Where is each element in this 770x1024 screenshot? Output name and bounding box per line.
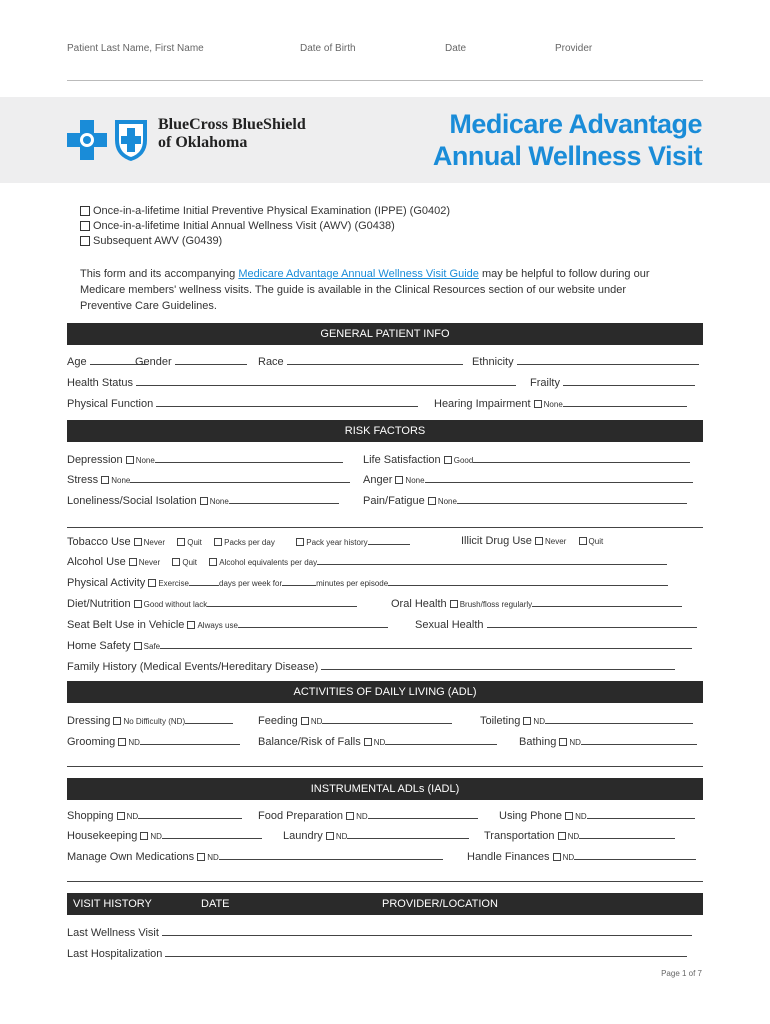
field-label: Handle Finances [467,851,550,863]
laundry-field[interactable] [283,829,469,842]
option-label: ND [567,832,580,841]
checkbox[interactable] [535,537,543,545]
race-field[interactable] [258,355,463,368]
option-label: ND [310,717,323,726]
field-label: Illicit Drug Use [461,535,532,547]
checkbox[interactable] [579,537,587,545]
physical-activity-field[interactable] [67,576,668,589]
field-label: Pain/Fatigue [363,495,425,507]
gender-field[interactable] [135,355,247,368]
option-label: None [437,497,457,506]
grooming-field[interactable] [67,735,240,748]
checkbox[interactable] [364,738,372,746]
family-history-field[interactable] [67,660,675,673]
page-number: Page 1 of 7 [661,969,702,978]
checkbox[interactable] [301,717,309,725]
guide-link[interactable]: Medicare Advantage Annual Wellness Visit Guide [238,268,479,280]
checkbox[interactable] [200,497,208,505]
option-label: Good [453,456,474,465]
visit-type-ippe[interactable] [80,205,450,217]
section-risk: RISK FACTORS [67,420,703,442]
field-label: Physical Function [67,398,154,410]
col-date: DATE [201,898,230,910]
option-label: None [135,456,155,465]
option-label: ND [335,832,348,841]
checkbox[interactable] [134,600,142,608]
field-label: Last Hospitalization [67,948,163,960]
option-label: days per week for [219,579,283,588]
field-label: Family History (Medical Events/Hereditary Disease) [67,661,319,673]
field-label: Manage Own Medications [67,851,195,863]
option-label: None [111,476,131,485]
field-label: Life Satisfaction [363,454,441,466]
option-label: Brush/floss regularly [459,600,533,609]
option-label: Always use [197,621,238,630]
shopping-field[interactable] [67,809,242,822]
visit-type-subsequent[interactable] [80,235,222,247]
option-label: ND [575,812,587,821]
checkbox[interactable] [553,853,561,861]
field-label: Diet/Nutrition [67,598,131,610]
field-label: Food Preparation [258,810,343,822]
feeding-field[interactable] [258,714,452,727]
checkbox[interactable] [80,206,90,216]
tobacco-field[interactable] [67,535,410,548]
section-general: GENERAL PATIENT INFO [67,323,703,345]
health-status-field[interactable] [67,376,516,389]
checkbox[interactable] [346,812,354,820]
option-label: ND [128,738,140,747]
dressing-field[interactable] [67,714,233,727]
field-label: Bathing [519,736,557,748]
field-label: Feeding [258,715,298,727]
option-label: No Difficulty (ND) [123,717,186,726]
checkbox[interactable] [395,476,403,484]
option-label: ND [126,812,139,821]
visit-type-awv[interactable] [80,220,395,232]
pain-field[interactable] [363,494,687,507]
depression-field[interactable] [67,453,343,466]
option-label: ND [150,832,162,841]
checkbox[interactable] [296,538,304,546]
seatbelt-field[interactable] [67,618,388,631]
bathing-field[interactable] [519,735,697,748]
life-satisfaction-field[interactable] [363,453,690,466]
checkbox[interactable] [444,456,452,464]
food-prep-field[interactable] [258,809,478,822]
visit-type-label: Once-in-a-lifetime Initial Preventive Physical Examination (IPPE) (G0402) [93,205,451,217]
frailty-field[interactable] [530,376,695,389]
field-label: Stress [67,474,99,486]
intro-paragraph [80,266,680,314]
visit-type-label: Subsequent AWV (G0439) [93,235,223,247]
date-label: Date [445,43,467,54]
checkbox[interactable] [209,558,217,566]
dob-label: Date of Birth [300,43,356,54]
checkbox[interactable] [134,538,142,546]
checkbox[interactable] [214,538,222,546]
field-label: Anger [363,474,393,486]
checkbox[interactable] [134,642,142,650]
field-label: Using Phone [499,810,562,822]
option-label: Good without lack [143,600,208,609]
blank-line[interactable] [67,766,703,767]
col-visit-history: VISIT HISTORY [73,898,152,910]
checkbox[interactable] [117,812,125,820]
section-adl: ACTIVITIES OF DAILY LIVING (ADL) [67,681,703,703]
visit-type-label: Once-in-a-lifetime Initial Annual Wellness Visit (AWV) (G0438) [93,220,395,232]
field-label: Hearing Impairment [434,398,531,410]
blank-line[interactable] [67,881,703,882]
checkbox[interactable] [177,538,185,546]
option-label: Never [544,537,567,546]
oral-health-field[interactable] [391,597,682,610]
bcbs-logo [67,118,149,167]
field-label: Transportation [484,830,555,842]
field-label: Home Safety [67,640,131,652]
stress-field[interactable] [67,473,350,486]
header-divider [67,80,703,81]
checkbox[interactable] [101,476,109,484]
checkbox[interactable] [534,400,542,408]
anger-field[interactable] [363,473,693,486]
section-iadl: INSTRUMENTAL ADLs (IADL) [67,778,703,800]
checkbox[interactable] [450,600,458,608]
option-label: Exercise [158,579,189,588]
field-label: Tobacco Use [67,536,131,548]
field-label: Ethnicity [472,356,514,368]
intro-text: may be helpful to follow during our Medicare members' wellness visits. The guide is available in the Clinical Resources section of our website under Preventive Care Guidelines. [80,268,650,312]
option-label: None [405,476,425,485]
option-label: Safe [143,642,161,651]
field-label: Race [258,356,284,368]
brand-line-1: BlueCross BlueShield [158,116,306,133]
blank-line[interactable] [67,527,703,528]
field-label: Balance/Risk of Falls [258,736,361,748]
checkbox[interactable] [187,621,195,629]
housekeeping-field[interactable] [67,829,262,842]
sexual-health-field[interactable] [415,618,697,631]
transportation-field[interactable] [484,829,675,842]
hearing-field[interactable] [434,397,687,410]
ethnicity-field[interactable] [472,355,699,368]
intro-text: This form and its accompanying [80,268,239,280]
patient-name-label: Patient Last Name, First Name [67,43,204,54]
option-label: None [209,497,229,506]
last-hospitalization-field[interactable] [67,947,687,960]
option-label: ND [356,812,368,821]
form-title [433,108,702,172]
option-label: ND [373,738,386,747]
visit-history-header [67,893,703,915]
loneliness-field[interactable] [67,494,339,507]
checkbox[interactable] [80,221,90,231]
field-label: Age [67,356,87,368]
field-label: Frailty [530,377,560,389]
using-phone-field[interactable] [499,809,695,822]
field-label: Gender [135,356,172,368]
checkbox[interactable] [428,497,436,505]
brand-name [158,116,306,152]
field-label: Dressing [67,715,111,727]
field-label: Grooming [67,736,116,748]
checkbox[interactable] [558,832,566,840]
field-label: Physical Activity [67,577,146,589]
diet-field[interactable] [67,597,357,610]
field-label: Loneliness/Social Isolation [67,495,197,507]
field-label: Last Wellness Visit [67,927,159,939]
checkbox[interactable] [129,558,137,566]
field-label: Laundry [283,830,323,842]
option-label: Packs per day [224,538,275,547]
option-label: ND [569,738,581,747]
checkbox[interactable] [126,456,134,464]
alcohol-field[interactable] [67,555,667,568]
option-label: Never [143,538,165,547]
option-label: minutes per episode [316,579,389,588]
col-provider-location: PROVIDER/LOCATION [382,898,498,910]
medications-field[interactable] [67,850,443,863]
title-line-1: Medicare Advantage [449,109,702,139]
option-label: Alcohol equivalents per day [219,558,318,567]
checkbox[interactable] [113,717,121,725]
option-label: Pack year history [306,538,368,547]
field-label: Seat Belt Use in Vehicle [67,619,185,631]
title-line-2: Annual Wellness Visit [432,141,702,171]
field-label: Health Status [67,377,134,389]
checkbox[interactable] [523,717,531,725]
field-label: Shopping [67,810,114,822]
field-label: Alcohol Use [67,556,126,568]
provider-label: Provider [555,43,593,54]
checkbox[interactable] [326,832,334,840]
finances-field[interactable] [467,850,696,863]
option-label: ND [562,853,575,862]
option-label: Quit [187,538,202,547]
cross-shield-icon [67,118,149,162]
option-label: ND [207,853,219,862]
field-label: Oral Health [391,598,447,610]
option-label: Never [138,558,161,567]
last-wellness-field[interactable] [67,926,692,939]
checkbox[interactable] [148,579,156,587]
physical-function-field[interactable] [67,397,418,410]
checkbox[interactable] [140,832,148,840]
option-label: ND [533,717,545,726]
checkbox[interactable] [565,812,573,820]
checkbox[interactable] [197,853,205,861]
field-label: Housekeeping [67,830,138,842]
home-safety-field[interactable] [67,639,692,652]
option-label: Quit [182,558,198,567]
balance-field[interactable] [258,735,497,748]
field-label: Depression [67,454,123,466]
checkbox[interactable] [118,738,126,746]
field-label: Toileting [480,715,521,727]
option-label: Quit [588,537,604,546]
brand-line-2: of Oklahoma [158,134,248,151]
checkbox[interactable] [172,558,180,566]
toileting-field[interactable] [480,714,693,727]
checkbox[interactable] [80,236,90,246]
option-label: None [543,400,563,409]
illicit-drug-field[interactable] [461,535,603,547]
checkbox[interactable] [559,738,567,746]
field-label: Sexual Health [415,619,484,631]
